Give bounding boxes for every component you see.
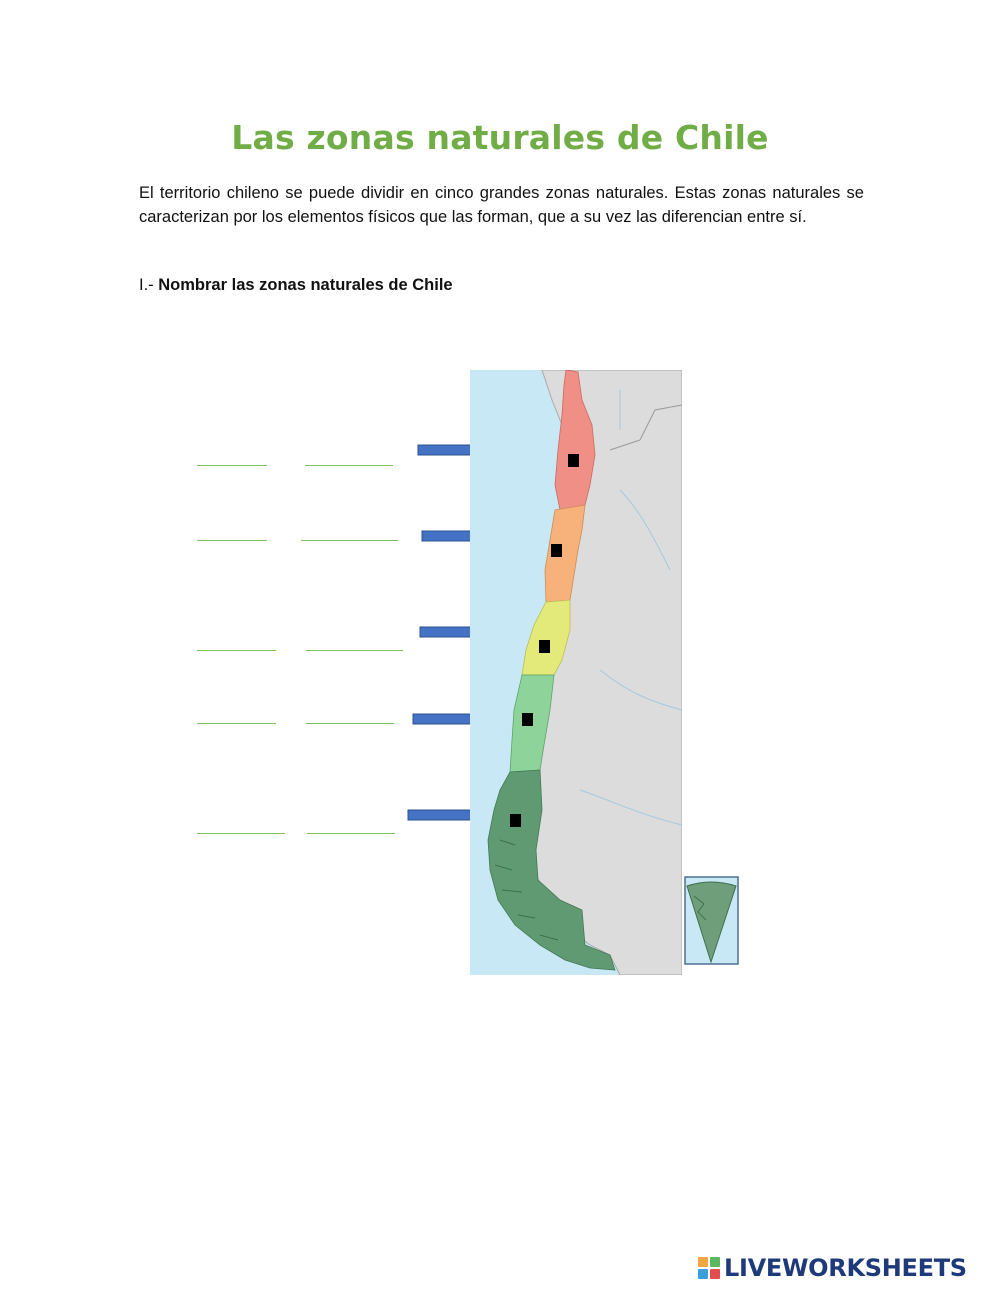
- chile-map: [470, 370, 682, 975]
- antarctica-inset-map: [684, 876, 739, 965]
- answer-blank-1a[interactable]: [197, 465, 267, 466]
- answer-blank-3a[interactable]: [197, 650, 276, 651]
- answer-blank-5b[interactable]: [307, 833, 395, 834]
- intro-paragraph: El territorio chileno se puede dividir en cinco grandes zonas naturales. Estas zonas naturales se caracterizan por los elementos físicos que las forman, que a su vez las diferencian entre sí.: [139, 184, 864, 226]
- zone-marker-5: [510, 814, 521, 827]
- logo-text: LIVEWORKSHEETS: [724, 1254, 967, 1282]
- liveworksheets-logo: [698, 1254, 967, 1282]
- answer-blank-2b[interactable]: [301, 540, 398, 541]
- zone-marker-1: [568, 454, 579, 467]
- zone-marker-4: [522, 713, 533, 726]
- page-title: Las zonas naturales de Chile: [231, 118, 769, 157]
- logo-squares-icon: [698, 1257, 720, 1279]
- zone-marker-2: [551, 544, 562, 557]
- zone-marker-3: [539, 640, 550, 653]
- answer-blank-4a[interactable]: [197, 723, 276, 724]
- answer-blank-1b[interactable]: [305, 465, 393, 466]
- answer-blank-2a[interactable]: [197, 540, 267, 541]
- answer-blank-3b[interactable]: [306, 650, 403, 651]
- section-number: I.-: [139, 276, 154, 294]
- answer-blank-5a[interactable]: [197, 833, 285, 834]
- answer-blank-4b[interactable]: [306, 723, 394, 724]
- section-title: Nombrar las zonas naturales de Chile: [158, 276, 453, 294]
- section-heading: [139, 276, 453, 295]
